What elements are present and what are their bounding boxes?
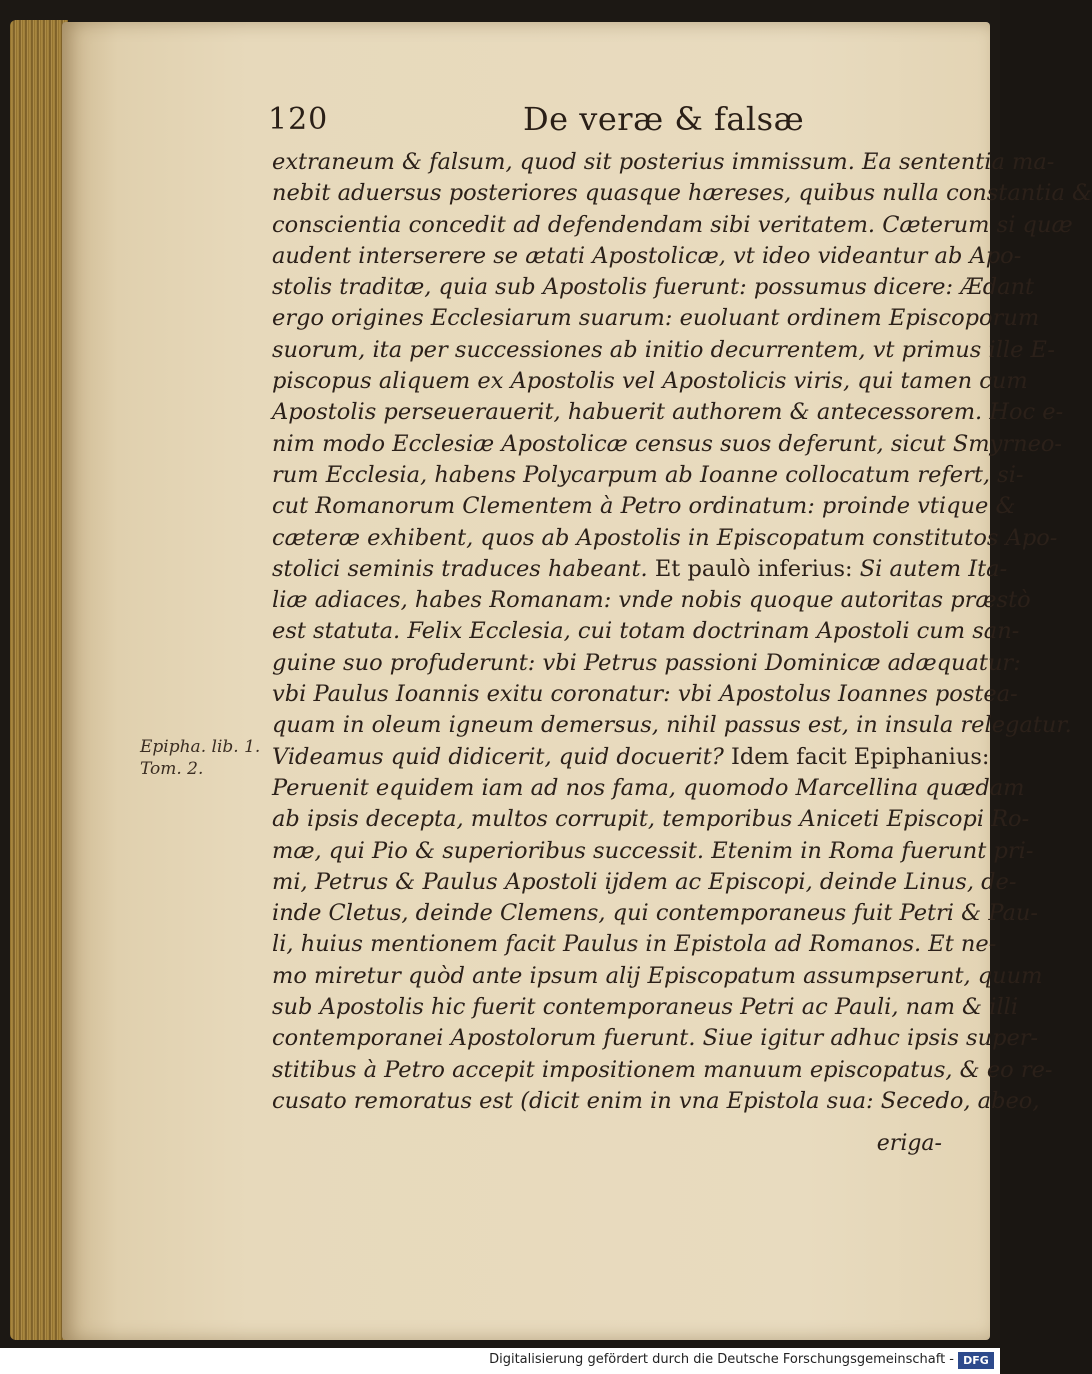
text-line — [272, 804, 1030, 835]
text-line — [272, 836, 1034, 867]
page-number: 120 — [268, 102, 329, 137]
text-italic: ergo origines Ecclesiarum suarum: euoluant ordinem Episcoporum — [272, 305, 1040, 332]
text-line — [272, 616, 1020, 647]
book-fore-edge — [10, 20, 68, 1340]
text-line — [272, 867, 1017, 898]
text-italic: cusato remoratus est (dicit enim in vna Epistola sua: Secedo, abeo, — [272, 1087, 1040, 1114]
text-line — [272, 147, 1055, 178]
text-roman: Idem facit Epiphanius: — [723, 743, 990, 770]
text-italic: Si autem Ita- — [859, 555, 1008, 582]
text-italic: Apostolis perseuerauerit, habuerit authorem & antecessorem. Hoc e- — [272, 399, 1064, 426]
text-italic: nebit aduersus posteriores quasque hæreses, quibus nulla constantia & — [272, 180, 1092, 207]
text-italic: stitibus à Petro accepit impositionem manuum episcopatus, & eo re- — [272, 1056, 1053, 1083]
running-title: De veræ & falsæ — [523, 100, 805, 138]
text-italic: nim modo Ecclesiæ Apostolicæ census suos deferunt, sicut Smyrneo- — [272, 430, 1063, 457]
text-line — [272, 992, 1019, 1023]
text-italic: stolici seminis traduces habeant. — [272, 555, 648, 582]
text-italic: extraneum & falsum, quod sit posterius immissum. Ea sententia ma- — [272, 149, 1055, 175]
text-line — [272, 397, 1064, 428]
text-line — [272, 491, 1016, 522]
text-italic: guine suo profuderunt: vbi Petrus passioni Dominicæ adæquatur: — [272, 649, 1021, 676]
text-line — [272, 710, 1072, 741]
text-italic: stolis traditæ, quia sub Apostolis fuerunt: possumus dicere: Ædant — [272, 274, 1035, 301]
text-line — [272, 210, 1073, 241]
text-italic: mi, Petrus & Paulus Apostoli ijdem ac Episcopi, deinde Linus, de- — [272, 868, 1017, 895]
text-italic: est statuta. Felix Ecclesia, cui totam doctrinam Apostoli cum san- — [272, 618, 1020, 645]
text-italic: piscopus aliquem ex Apostolis vel Apostolicis viris, qui tamen cum — [272, 368, 1028, 395]
text-line — [272, 585, 1031, 616]
text-line — [272, 554, 1008, 585]
text-italic: suorum, ita per successiones ab initio decurrentem, vt primus ille E- — [272, 336, 1055, 363]
text-line — [272, 523, 1058, 554]
text-italic: quam in oleum igneum demersus, nihil passus est, in insula relegatur. — [272, 712, 1072, 739]
text-line — [272, 648, 1021, 679]
text-line — [272, 1023, 1039, 1054]
running-head — [268, 102, 968, 142]
text-italic: sub Apostolis hic fuerit contemporaneus Petri ac Pauli, nam & illi — [272, 994, 1019, 1021]
text-italic: cut Romanorum Clementem à Petro ordinatum: proinde vtique & — [272, 493, 1016, 520]
text-italic: conscientia concedit ad defendendam sibi veritatem. Cæterum si quæ — [272, 211, 1073, 238]
text-italic: ab ipsis decepta, multos corrupit, temporibus Aniceti Episcopi Ro- — [272, 806, 1030, 833]
margin-note-line: Epipha. lib. 1. — [140, 737, 261, 757]
text-italic: liæ adiaces, habes Romanam: vnde nobis quoque autoritas præstò — [272, 587, 1031, 614]
text-italic: mæ, qui Pio & superioribus successit. Etenim in Roma fuerunt pri- — [272, 837, 1034, 864]
text-line — [272, 929, 997, 960]
text-italic: cæteræ exhibent, quos ab Apostolis in Episcopatum constitutos Apo- — [272, 524, 1058, 551]
text-line — [272, 679, 1018, 710]
text-italic: contemporanei Apostolorum fuerunt. Siue igitur adhuc ipsis super- — [272, 1025, 1039, 1052]
text-italic: vbi Paulus Ioannis exitu coronatur: vbi Apostolus Ioannes postea- — [272, 681, 1018, 708]
text-line — [272, 241, 1022, 272]
text-line — [272, 178, 1092, 209]
catchword: eriga- — [876, 1131, 942, 1156]
text-italic: Peruenit equidem iam ad nos fama, quomodo Marcellina quædam — [272, 774, 1025, 801]
body-text — [272, 147, 1092, 1117]
text-italic: li, huius mentionem facit Paulus in Epistola ad Romanos. Et ne- — [272, 931, 997, 958]
text-line — [272, 335, 1055, 366]
text-line — [272, 366, 1028, 397]
text-line — [272, 460, 1024, 491]
text-line — [272, 1055, 1053, 1086]
text-line — [272, 742, 990, 773]
dfg-logo: DFG — [958, 1352, 994, 1369]
text-italic: mo miretur quòd ante ipsum alij Episcopatum assumpserunt, quum — [272, 962, 1043, 989]
text-line — [272, 272, 1035, 303]
text-roman: Et paulò inferius: — [647, 555, 860, 582]
margin-note-line: Tom. 2. — [140, 759, 204, 779]
text-line — [272, 898, 1038, 929]
text-italic: audent interserere se ætati Apostolicæ, vt ideo videantur ab Apo- — [272, 242, 1022, 269]
footer-bar — [0, 1348, 1000, 1374]
text-line — [272, 1086, 1040, 1117]
text-italic: rum Ecclesia, habens Polycarpum ab Ioanne collocatum refert, si- — [272, 461, 1024, 488]
text-line — [272, 961, 1043, 992]
footer-credit: Digitalisierung gefördert durch die Deutsche Forschungsgemeinschaft - — [489, 1352, 954, 1367]
text-italic: inde Cletus, deinde Clemens, qui contemporaneus fuit Petri & Pau- — [272, 900, 1038, 927]
text-line — [272, 429, 1063, 460]
text-italic: Videamus quid didicerit, quid docuerit? — [272, 743, 724, 770]
text-line — [272, 303, 1040, 334]
margin-note — [140, 736, 260, 780]
text-line — [272, 773, 1025, 804]
